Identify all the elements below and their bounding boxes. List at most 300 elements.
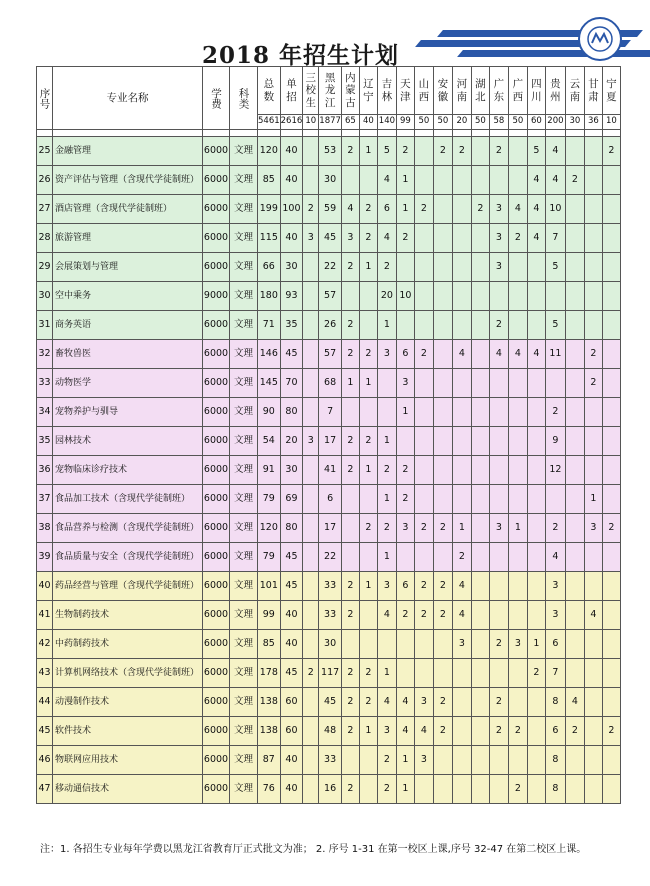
- row-quota-cell: 4: [377, 224, 396, 253]
- row-quota-cell: 85: [258, 630, 281, 659]
- row-quota-cell: [508, 253, 527, 282]
- row-quota-cell: 7: [319, 398, 342, 427]
- row-quota-cell: 4: [527, 166, 545, 195]
- row-quota-cell: [377, 398, 396, 427]
- row-fee: 6000: [203, 137, 230, 166]
- row-quota-cell: 17: [319, 427, 342, 456]
- row-quota-cell: 2: [377, 456, 396, 485]
- row-subject: 文理: [230, 717, 258, 746]
- row-quota-cell: 3: [377, 717, 396, 746]
- row-quota-cell: [565, 543, 584, 572]
- row-quota-cell: 1: [359, 253, 377, 282]
- page-header: [0, 0, 650, 69]
- row-quota-cell: [433, 369, 452, 398]
- row-quota-cell: 57: [319, 282, 342, 311]
- row-quota-cell: 40: [280, 775, 303, 804]
- row-quota-cell: 41: [319, 456, 342, 485]
- row-seq: 31: [37, 311, 53, 340]
- row-major-name: 会展策划与管理: [53, 253, 203, 282]
- row-subject: 文理: [230, 630, 258, 659]
- row-subject: 文理: [230, 775, 258, 804]
- row-fee: 6000: [203, 195, 230, 224]
- row-fee: 6000: [203, 746, 230, 775]
- row-quota-cell: 2: [341, 572, 359, 601]
- row-quota-cell: 2: [341, 456, 359, 485]
- row-quota-cell: 1: [341, 369, 359, 398]
- row-seq: 47: [37, 775, 53, 804]
- total-cell: 30: [565, 115, 584, 130]
- row-quota-cell: 2: [303, 659, 319, 688]
- row-quota-cell: 6: [545, 717, 565, 746]
- row-quota-cell: 8: [545, 746, 565, 775]
- row-quota-cell: 1: [359, 717, 377, 746]
- row-quota-cell: [452, 369, 471, 398]
- row-quota-cell: 4: [527, 224, 545, 253]
- row-quota-cell: 4: [452, 572, 471, 601]
- row-quota-cell: [396, 659, 414, 688]
- total-cell: 200: [545, 115, 565, 130]
- header-region: 云 南: [565, 67, 584, 115]
- row-seq: 45: [37, 717, 53, 746]
- row-quota-cell: 2: [602, 514, 620, 543]
- row-seq: 25: [37, 137, 53, 166]
- row-quota-cell: [303, 572, 319, 601]
- table-row: [37, 485, 621, 514]
- row-quota-cell: [527, 543, 545, 572]
- row-major-name: 商务英语: [53, 311, 203, 340]
- table-row: [37, 340, 621, 369]
- row-quota-cell: 145: [258, 369, 281, 398]
- row-quota-cell: [527, 253, 545, 282]
- row-quota-cell: 20: [280, 427, 303, 456]
- table-row: [37, 253, 621, 282]
- row-quota-cell: [602, 630, 620, 659]
- row-quota-cell: [565, 311, 584, 340]
- row-quota-cell: [602, 427, 620, 456]
- total-cell: 36: [584, 115, 602, 130]
- table-row: [37, 514, 621, 543]
- row-seq: 32: [37, 340, 53, 369]
- row-quota-cell: [303, 311, 319, 340]
- total-cell: 5461: [258, 115, 281, 130]
- row-quota-cell: 2: [359, 427, 377, 456]
- row-quota-cell: [433, 485, 452, 514]
- row-quota-cell: 2: [545, 398, 565, 427]
- row-subject: 文理: [230, 137, 258, 166]
- row-quota-cell: 87: [258, 746, 281, 775]
- row-quota-cell: [303, 601, 319, 630]
- row-quota-cell: [602, 166, 620, 195]
- table-body: [37, 130, 621, 804]
- spacer-cell: [203, 130, 230, 137]
- row-quota-cell: [508, 398, 527, 427]
- total-cell: 10: [303, 115, 319, 130]
- row-quota-cell: [602, 572, 620, 601]
- row-quota-cell: [584, 717, 602, 746]
- row-subject: 文理: [230, 224, 258, 253]
- row-quota-cell: 1: [527, 630, 545, 659]
- row-quota-cell: [471, 659, 489, 688]
- row-quota-cell: 16: [319, 775, 342, 804]
- row-quota-cell: 2: [489, 688, 508, 717]
- row-quota-cell: [359, 630, 377, 659]
- row-quota-cell: [303, 137, 319, 166]
- row-quota-cell: [508, 746, 527, 775]
- spacer-cell: [602, 130, 620, 137]
- row-quota-cell: [471, 456, 489, 485]
- row-seq: 38: [37, 514, 53, 543]
- spacer-cell: [303, 130, 319, 137]
- row-quota-cell: 2: [527, 659, 545, 688]
- row-quota-cell: 1: [396, 746, 414, 775]
- header-region: 广 西: [508, 67, 527, 115]
- row-quota-cell: 99: [258, 601, 281, 630]
- row-quota-cell: 2: [433, 572, 452, 601]
- row-major-name: 软件技术: [53, 717, 203, 746]
- row-subject: 文理: [230, 369, 258, 398]
- row-quota-cell: 2: [396, 601, 414, 630]
- row-quota-cell: [489, 427, 508, 456]
- spacer-cell: [230, 130, 258, 137]
- spacer-cell: [433, 130, 452, 137]
- row-quota-cell: [527, 485, 545, 514]
- total-cell: 50: [508, 115, 527, 130]
- row-quota-cell: [508, 601, 527, 630]
- row-fee: 6000: [203, 688, 230, 717]
- row-seq: 41: [37, 601, 53, 630]
- row-quota-cell: 5: [545, 311, 565, 340]
- row-quota-cell: 2: [396, 485, 414, 514]
- row-quota-cell: [565, 485, 584, 514]
- enrollment-plan-table: [36, 66, 621, 804]
- row-quota-cell: [602, 659, 620, 688]
- total-cell: 10: [602, 115, 620, 130]
- row-quota-cell: [359, 601, 377, 630]
- row-seq: 27: [37, 195, 53, 224]
- row-quota-cell: [359, 543, 377, 572]
- row-seq: 35: [37, 427, 53, 456]
- row-major-name: 金融管理: [53, 137, 203, 166]
- spacer-cell: [565, 130, 584, 137]
- row-quota-cell: [341, 543, 359, 572]
- row-quota-cell: 69: [280, 485, 303, 514]
- row-quota-cell: 2: [565, 166, 584, 195]
- row-quota-cell: 85: [258, 166, 281, 195]
- row-quota-cell: 1: [452, 514, 471, 543]
- header-region: 黑 龙 江: [319, 67, 342, 115]
- row-quota-cell: [565, 340, 584, 369]
- row-subject: 文理: [230, 427, 258, 456]
- row-quota-cell: [414, 659, 433, 688]
- row-quota-cell: 79: [258, 543, 281, 572]
- row-quota-cell: [489, 369, 508, 398]
- row-quota-cell: [433, 775, 452, 804]
- row-quota-cell: 2: [341, 717, 359, 746]
- row-quota-cell: [452, 427, 471, 456]
- row-subject: 文理: [230, 746, 258, 775]
- row-quota-cell: 4: [414, 717, 433, 746]
- row-quota-cell: 1: [377, 311, 396, 340]
- spacer-cell: [396, 130, 414, 137]
- row-quota-cell: 45: [280, 572, 303, 601]
- table-row: [37, 137, 621, 166]
- row-quota-cell: [508, 369, 527, 398]
- table-row: [37, 601, 621, 630]
- row-quota-cell: [303, 253, 319, 282]
- row-subject: 文理: [230, 456, 258, 485]
- row-quota-cell: 1: [396, 398, 414, 427]
- table-row: [37, 659, 621, 688]
- row-fee: 6000: [203, 311, 230, 340]
- row-quota-cell: [565, 630, 584, 659]
- row-quota-cell: [359, 746, 377, 775]
- row-quota-cell: 3: [341, 224, 359, 253]
- row-quota-cell: [471, 572, 489, 601]
- row-quota-cell: 22: [319, 253, 342, 282]
- row-quota-cell: 2: [414, 514, 433, 543]
- row-quota-cell: [508, 688, 527, 717]
- row-quota-cell: 1: [396, 195, 414, 224]
- row-fee: 6000: [203, 166, 230, 195]
- row-quota-cell: 3: [396, 514, 414, 543]
- row-quota-cell: [584, 311, 602, 340]
- row-quota-cell: [414, 775, 433, 804]
- header-region: 辽 宁: [359, 67, 377, 115]
- row-quota-cell: 2: [414, 572, 433, 601]
- row-quota-cell: 2: [489, 311, 508, 340]
- header-region: 四 川: [527, 67, 545, 115]
- row-quota-cell: [471, 137, 489, 166]
- row-quota-cell: 6: [396, 572, 414, 601]
- row-quota-cell: 60: [280, 688, 303, 717]
- row-quota-cell: 9: [545, 427, 565, 456]
- row-quota-cell: 4: [527, 340, 545, 369]
- row-quota-cell: [602, 311, 620, 340]
- row-quota-cell: 3: [545, 601, 565, 630]
- row-quota-cell: 33: [319, 746, 342, 775]
- row-quota-cell: 7: [545, 224, 565, 253]
- row-major-name: 食品质量与安全（含现代学徒制班）: [53, 543, 203, 572]
- row-quota-cell: 1: [359, 137, 377, 166]
- row-major-name: 移动通信技术: [53, 775, 203, 804]
- row-quota-cell: 68: [319, 369, 342, 398]
- row-quota-cell: 3: [584, 514, 602, 543]
- row-quota-cell: 2: [508, 717, 527, 746]
- row-quota-cell: [584, 543, 602, 572]
- row-quota-cell: 71: [258, 311, 281, 340]
- row-quota-cell: 48: [319, 717, 342, 746]
- header-region: 内 蒙 古: [341, 67, 359, 115]
- row-quota-cell: [471, 224, 489, 253]
- spacer-cell: [508, 130, 527, 137]
- row-quota-cell: [565, 224, 584, 253]
- row-quota-cell: [489, 166, 508, 195]
- row-quota-cell: [565, 659, 584, 688]
- row-quota-cell: 2: [489, 630, 508, 659]
- header-fee: 学费: [203, 67, 230, 130]
- row-quota-cell: 2: [341, 340, 359, 369]
- table-row: [37, 224, 621, 253]
- row-quota-cell: 3: [452, 630, 471, 659]
- row-major-name: 动物医学: [53, 369, 203, 398]
- row-quota-cell: 178: [258, 659, 281, 688]
- row-quota-cell: 8: [545, 688, 565, 717]
- total-cell: 60: [527, 115, 545, 130]
- row-quota-cell: [584, 659, 602, 688]
- row-quota-cell: 5: [377, 137, 396, 166]
- row-quota-cell: [471, 630, 489, 659]
- row-subject: 文理: [230, 398, 258, 427]
- row-quota-cell: [471, 514, 489, 543]
- row-quota-cell: 6: [319, 485, 342, 514]
- row-quota-cell: 4: [565, 688, 584, 717]
- row-quota-cell: [565, 195, 584, 224]
- row-quota-cell: 7: [545, 659, 565, 688]
- row-quota-cell: [396, 427, 414, 456]
- row-quota-cell: 3: [489, 514, 508, 543]
- row-quota-cell: [489, 485, 508, 514]
- row-quota-cell: 2: [341, 688, 359, 717]
- row-quota-cell: 4: [489, 340, 508, 369]
- row-quota-cell: [452, 311, 471, 340]
- header-region: 三 校 生: [303, 67, 319, 115]
- row-fee: 6000: [203, 572, 230, 601]
- row-quota-cell: 2: [341, 311, 359, 340]
- row-quota-cell: [414, 166, 433, 195]
- header-region: 单 招: [280, 67, 303, 115]
- row-subject: 文理: [230, 572, 258, 601]
- row-quota-cell: [452, 746, 471, 775]
- row-subject: 文理: [230, 601, 258, 630]
- total-cell: 50: [471, 115, 489, 130]
- row-quota-cell: [471, 717, 489, 746]
- row-fee: 6000: [203, 775, 230, 804]
- row-quota-cell: 2: [433, 601, 452, 630]
- row-quota-cell: 2: [341, 253, 359, 282]
- row-quota-cell: 1: [584, 485, 602, 514]
- spacer-cell: [53, 130, 203, 137]
- row-seq: 29: [37, 253, 53, 282]
- row-quota-cell: 4: [527, 195, 545, 224]
- row-quota-cell: [433, 253, 452, 282]
- row-quota-cell: [565, 601, 584, 630]
- row-quota-cell: [584, 456, 602, 485]
- row-quota-cell: [414, 456, 433, 485]
- row-quota-cell: 3: [508, 630, 527, 659]
- row-quota-cell: [527, 601, 545, 630]
- row-quota-cell: 8: [545, 775, 565, 804]
- row-quota-cell: 4: [508, 340, 527, 369]
- row-fee: 6000: [203, 398, 230, 427]
- row-quota-cell: [452, 224, 471, 253]
- row-quota-cell: [471, 369, 489, 398]
- table-row: [37, 456, 621, 485]
- row-quota-cell: 1: [508, 514, 527, 543]
- row-quota-cell: [489, 746, 508, 775]
- row-quota-cell: [565, 775, 584, 804]
- row-quota-cell: [414, 369, 433, 398]
- row-quota-cell: [489, 601, 508, 630]
- total-cell: 50: [414, 115, 433, 130]
- header-major: 专业名称: [53, 67, 203, 130]
- row-quota-cell: 3: [489, 253, 508, 282]
- row-quota-cell: [489, 398, 508, 427]
- row-quota-cell: [471, 601, 489, 630]
- row-quota-cell: [471, 398, 489, 427]
- row-quota-cell: [508, 282, 527, 311]
- row-quota-cell: [545, 369, 565, 398]
- row-quota-cell: [602, 485, 620, 514]
- row-quota-cell: [602, 398, 620, 427]
- row-quota-cell: 2: [545, 514, 565, 543]
- row-quota-cell: 4: [545, 137, 565, 166]
- row-quota-cell: [433, 282, 452, 311]
- row-quota-cell: [565, 514, 584, 543]
- row-quota-cell: 2: [489, 717, 508, 746]
- row-quota-cell: [584, 398, 602, 427]
- page-title: 2018 年招生计划: [202, 42, 400, 69]
- row-quota-cell: [359, 485, 377, 514]
- row-quota-cell: 2: [396, 224, 414, 253]
- row-quota-cell: [527, 282, 545, 311]
- row-quota-cell: [565, 282, 584, 311]
- row-quota-cell: 5: [545, 253, 565, 282]
- row-quota-cell: [471, 282, 489, 311]
- row-fee: 6000: [203, 514, 230, 543]
- row-quota-cell: [433, 311, 452, 340]
- row-quota-cell: 3: [489, 195, 508, 224]
- spacer-cell: [280, 130, 303, 137]
- row-quota-cell: [303, 369, 319, 398]
- row-quota-cell: [471, 311, 489, 340]
- header-seq: 序号: [37, 67, 53, 130]
- row-quota-cell: [452, 398, 471, 427]
- row-quota-cell: [341, 398, 359, 427]
- row-quota-cell: [527, 398, 545, 427]
- row-quota-cell: [359, 398, 377, 427]
- row-quota-cell: [359, 775, 377, 804]
- row-quota-cell: [527, 775, 545, 804]
- row-subject: 文理: [230, 311, 258, 340]
- row-seq: 44: [37, 688, 53, 717]
- spacer-cell: [377, 130, 396, 137]
- row-major-name: 酒店管理（含现代学徒制班）: [53, 195, 203, 224]
- row-quota-cell: [584, 195, 602, 224]
- row-fee: 6000: [203, 427, 230, 456]
- header-region: 总 数: [258, 67, 281, 115]
- row-quota-cell: 45: [319, 688, 342, 717]
- row-quota-cell: [527, 717, 545, 746]
- row-quota-cell: 17: [319, 514, 342, 543]
- row-quota-cell: [303, 166, 319, 195]
- row-quota-cell: 2: [414, 340, 433, 369]
- row-quota-cell: 2: [359, 659, 377, 688]
- row-quota-cell: 3: [303, 427, 319, 456]
- spacer-cell: [359, 130, 377, 137]
- row-quota-cell: [433, 746, 452, 775]
- row-fee: 6000: [203, 543, 230, 572]
- row-fee: 6000: [203, 659, 230, 688]
- row-seq: 39: [37, 543, 53, 572]
- total-cell: 40: [359, 115, 377, 130]
- row-quota-cell: 90: [258, 398, 281, 427]
- row-quota-cell: [565, 253, 584, 282]
- row-quota-cell: [471, 253, 489, 282]
- row-quota-cell: 1: [359, 369, 377, 398]
- row-quota-cell: [433, 630, 452, 659]
- row-quota-cell: [359, 311, 377, 340]
- row-quota-cell: 2: [341, 775, 359, 804]
